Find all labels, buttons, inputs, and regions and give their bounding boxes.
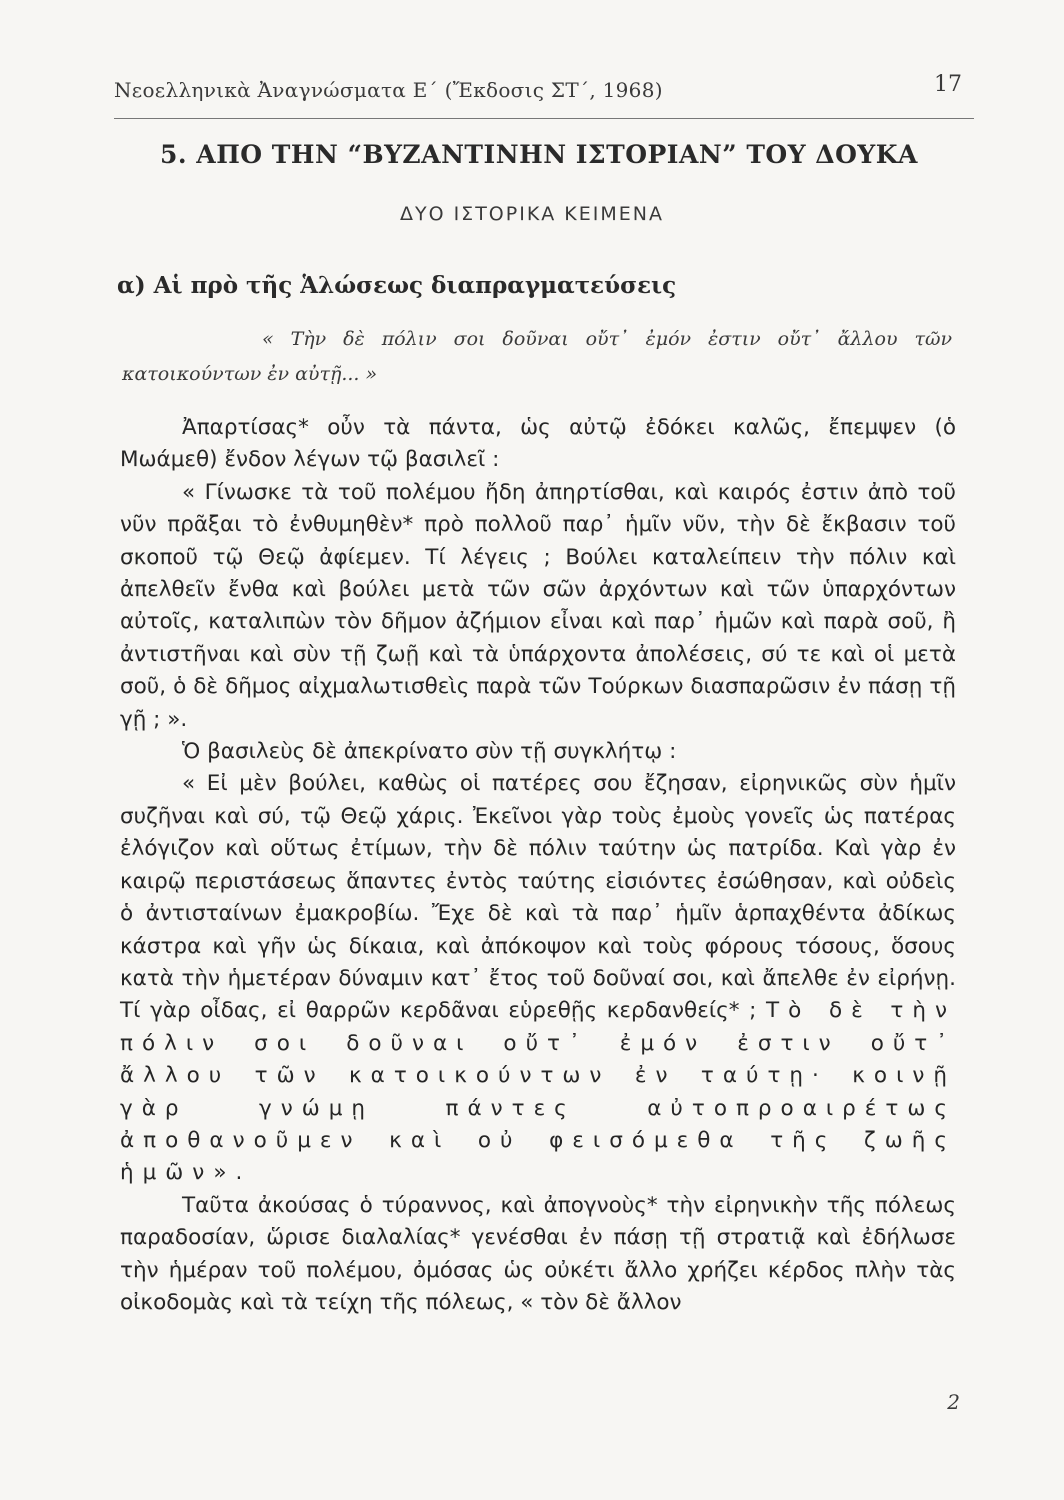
spaced-emphasis-text: Τὸ δὲ τὴν πόλιν σοι δοῦναι οὔτ᾽ ἐμόν ἐστιν οὔτ᾽ ἄλλου τῶν κατοικούντων ἐν ταύτῃ· κοινῇ γὰρ γνώμῃ πάντες αὐτοπροαιρέτως ἀποθανοῦμεν καὶ οὐ φεισόμεθα τῆς ζωῆς ἡμῶν». <box>120 998 957 1186</box>
paragraph-4-text: « Εἰ μὲν βούλει, καθὼς οἱ πατέρες σου ἔζησαν, εἰρηνικῶς σὺν ἡμῖν συζῆναι καὶ σύ, τῷ Θεῷ χάρις. Ἐκεῖνοι γὰρ τοὺς ἐμοὺς γονεῖς ὡς πατέρας ἐλόγιζον καὶ οὕτως ἐτίμων, τὴν δὲ πόλιν ταύτην ὡς πατρίδα. Καὶ γὰρ ἐν καιρῷ περιστάσεως ἅπαντες ἐντὸς ταύτης εἰσιόντες ἐσώθησαν, καὶ οὐδεὶς ὁ ἀντισταίνων ἐμακροβίω. Ἔχε δὲ καὶ τὰ παρ᾽ ἡμῖν ἁρπαχθέντα ἀδίκως κάστρα καὶ γῆν ὡς δίκαια, καὶ ἀπόκοψον καὶ τοὺς φόρους τόσους, ὅσους κατὰ τὴν ἡμετέραν δύναμιν κατ᾽ ἔτος τοῦ δοῦναί σοι, καὶ ἄπελθε ἐν εἰρήνῃ. Τί γὰρ οἶδας, εἰ θαρρῶν κερδᾶναι εὑρεθῇς κερδανθείς* ; <box>120 771 956 1024</box>
paragraph-4 <box>120 768 956 1189</box>
running-head <box>114 72 974 119</box>
section-heading: α) Αἱ πρὸ τῆς Ἁλώσεως διαπραγματεύσεις <box>117 272 677 299</box>
page-number: 17 <box>934 72 962 97</box>
running-title: Νεοελληνικὰ Ἀναγνώσματα Ε΄ (Ἔκδοσις ΣΤ΄, 1968) <box>114 78 663 102</box>
paragraph-2: « Γίνωσκε τὰ τοῦ πολέμου ἤδη ἀπηρτίσθαι, καὶ καιρός ἐστιν ἀπὸ τοῦ νῦν πρᾶξαι τὸ ἐνθυμηθὲν* πρὸ πολλοῦ παρ᾽ ἡμῖν νῦν, τὴν δὲ ἔκβασιν τοῦ σκοποῦ τῷ Θεῷ ἀφίεμεν. Τί λέγεις ; Βούλει καταλείπειν τὴν πόλιν καὶ ἀπελθεῖν ἔνθα καὶ βούλει μετὰ τῶν σῶν ἀρχόντων καὶ τῶν ὑπαρχόντων αὐτοῖς, καταλιπὼν τὸν δῆμον ἀζήμιον εἶναι καὶ παρ᾽ ἡμῶν καὶ παρὰ σοῦ, ἢ ἀντιστῆναι καὶ σὺν τῇ ζωῇ καὶ τὰ ὑπάρχοντα ἀπολέσεις, σύ τε καὶ οἱ μετὰ σοῦ, ὁ δὲ δῆμος αἰχμαλωτισθεὶς παρὰ τῶν Τούρκων διασπαρῶσιν ἐν πάσῃ τῇ γῇ ; ». <box>120 479 956 732</box>
chapter-subtitle: ΔΥΟ ΙΣΤΟΡΙΚΑ ΚΕΙΜΕΝΑ <box>399 203 664 225</box>
paragraph-3: Ὁ βασιλεὺς δὲ ἀπεκρίνατο σὺν τῇ συγκλήτῳ : <box>182 739 677 765</box>
signature-mark: 2 <box>947 1390 960 1414</box>
body-text <box>120 412 956 1319</box>
epigraph-quote: « Τὴν δὲ πόλιν σοι δοῦναι οὔτ᾽ ἐμόν ἐστιν οὔτ᾽ ἄλλου τῶν κατοικούντων ἐν αὐτῇ... » <box>122 328 952 385</box>
paragraph-5: Ταῦτα ἀκούσας ὁ τύραννος, καὶ ἀπογνοὺς* τὴν εἰρηνικὴν τῆς πόλεως παραδοσίαν, ὥρισε διαλαλίας* γενέσθαι ἐν πάσῃ τῇ στρατιᾷ καὶ ἐδήλωσε τὴν ἡμέραν τοῦ πολέμου, ὀμόσας ὡς οὐκέτι ἄλλο χρήζει κέρδος πλὴν τὰς οἰκοδομὰς καὶ τὰ τείχη τῆς πόλεως, « τὸν δὲ ἄλλον <box>120 1192 956 1315</box>
paragraph-1: Ἀπαρτίσας* οὖν τὰ πάντα, ὡς αὐτῷ ἐδόκει καλῶς, ἔπεμψεν (ὁ Μωάμεθ) ἔνδον λέγων τῷ βασιλεῖ : <box>120 415 956 473</box>
chapter-title: 5. ΑΠΟ ΤΗΝ “ΒΥΖΑΝΤΙΝΗΝ ΙΣΤΟΡΙΑΝ” ΤΟΥ ΔΟΥΚΑ <box>160 140 918 169</box>
